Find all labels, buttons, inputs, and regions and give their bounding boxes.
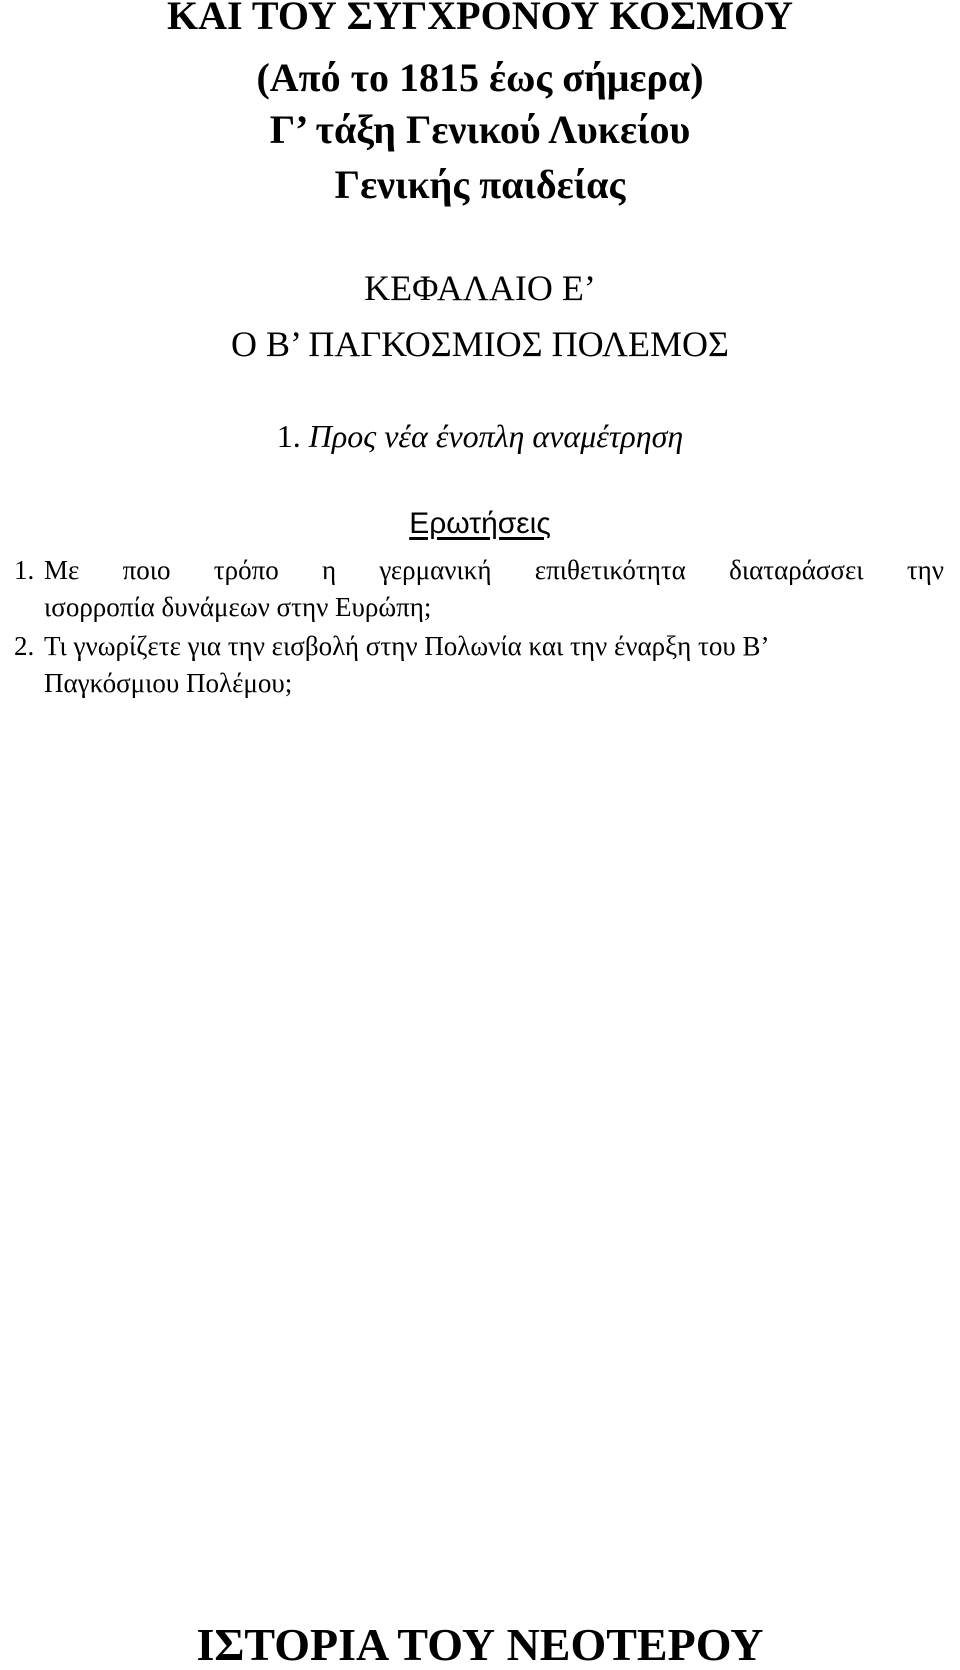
- question-text-line: Παγκόσμιου Πολέμου;: [44, 668, 293, 698]
- question-text-line: Με ποιο τρόπο η γερμανική επιθετικότητα διαταράσσει την: [44, 555, 944, 585]
- document-type: Γενικής παιδείας: [334, 162, 626, 207]
- question-number: 2.: [14, 631, 35, 661]
- section-heading: [0, 420, 960, 452]
- question-item: [14, 552, 944, 626]
- document-grade: Γ’ τάξη Γενικού Λυκείου: [269, 107, 691, 152]
- question-text-line: ισορροπία δυνάμεων στην Ευρώπη;: [44, 592, 432, 622]
- section-title: Προς νέα ένοπλη αναμέτρηση: [308, 418, 684, 454]
- section-number: 1.: [276, 418, 301, 454]
- question-text-line: Τι γνωρίζετε για την εισβολή στην Πολωνία και την έναρξη του Β’: [44, 631, 770, 661]
- question-number: 1.: [14, 555, 35, 585]
- document-title: ΚΑΙ ΤΟΥ ΣΥΓΧΡΟΝΟΥ ΚΟΣΜΟΥ: [167, 0, 793, 38]
- chapter-label: ΚΕΦΑΛΑΙΟ Ε’: [364, 268, 596, 308]
- questions-heading: Ερωτήσεις: [409, 507, 551, 540]
- chapter-title: Ο Β’ ΠΑΓΚΟΣΜΙΟΣ ΠΟΛΕΜΟΣ: [231, 324, 729, 364]
- document-period: (Από το 1815 έως σήμερα): [256, 55, 704, 100]
- question-item: [14, 628, 944, 702]
- footer-title: ΙΣΤΟΡΙΑ ΤΟΥ ΝΕΟΤΕΡΟΥ: [196, 1619, 764, 1670]
